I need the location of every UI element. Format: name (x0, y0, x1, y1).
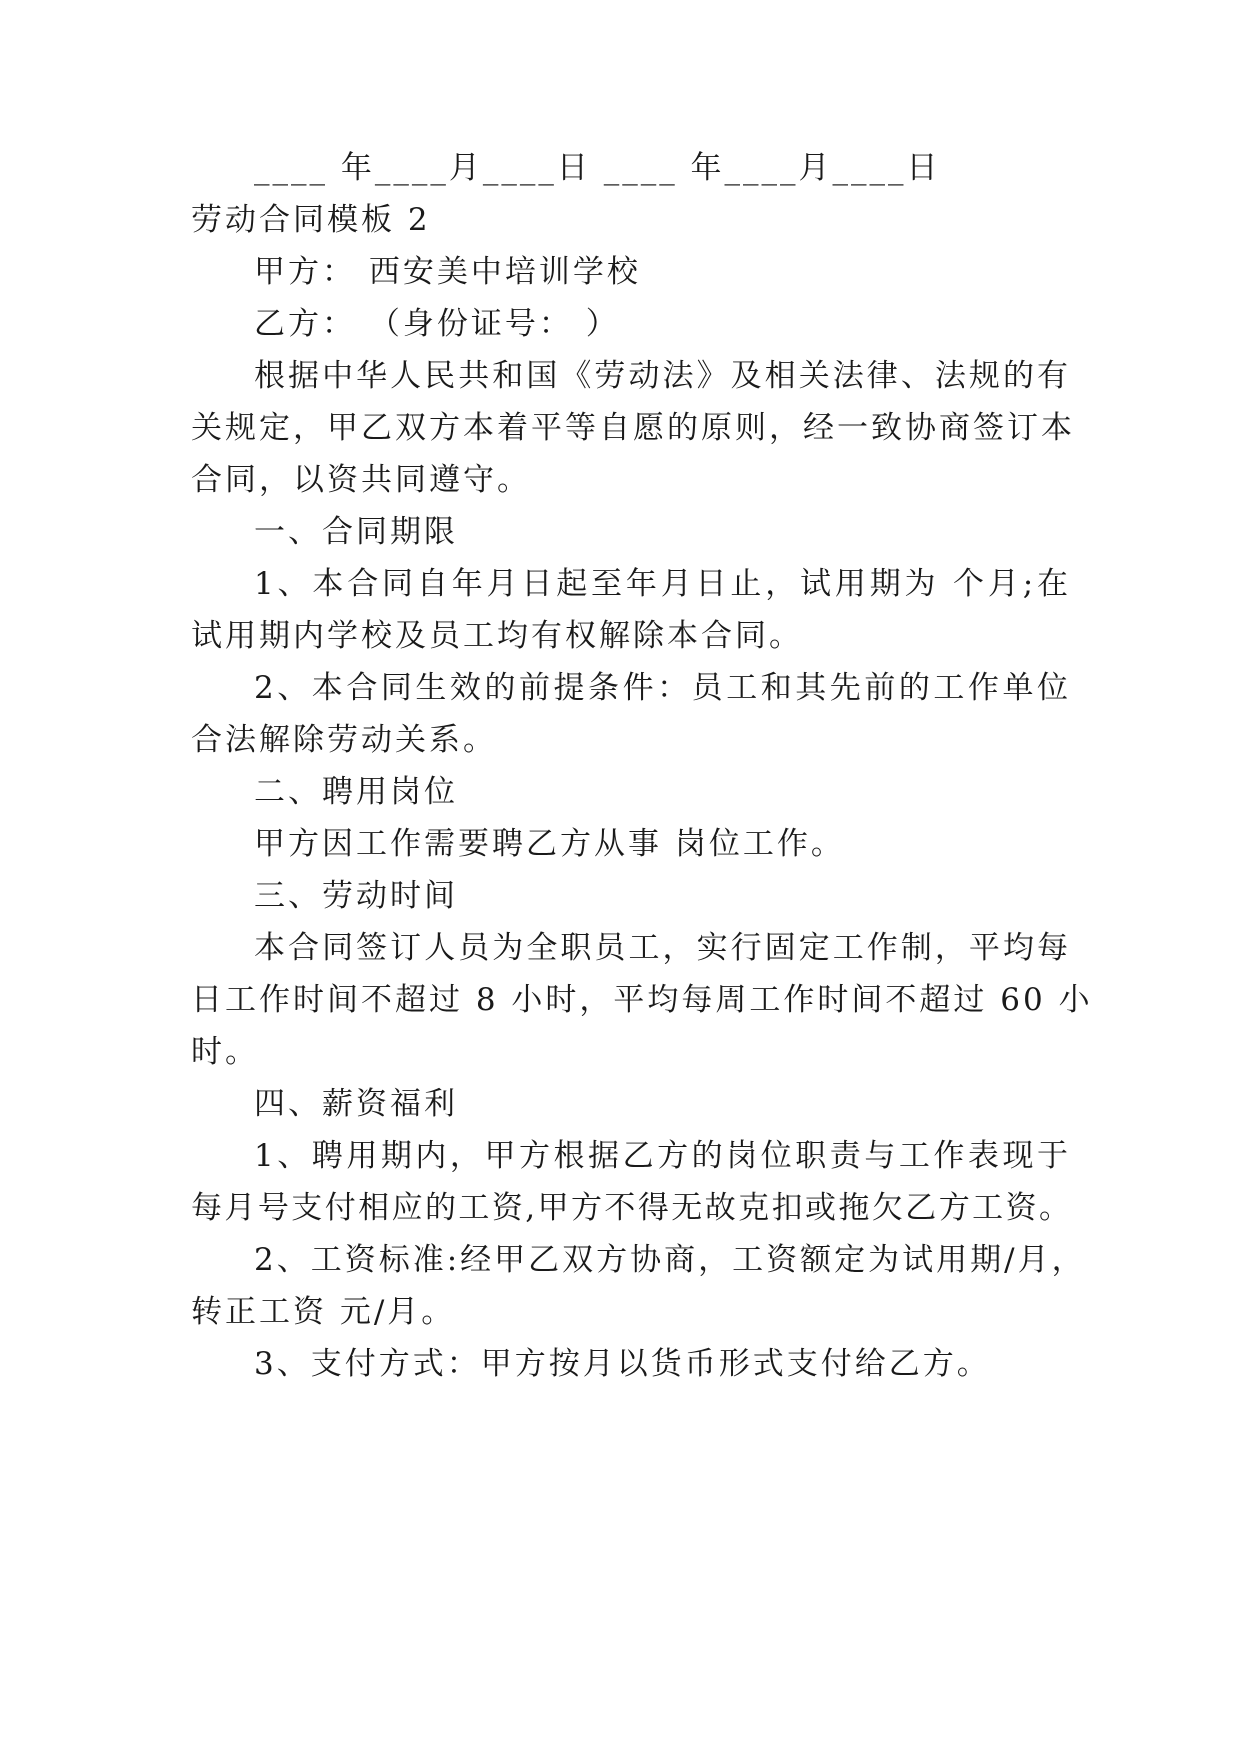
paragraph-line: 每月号支付相应的工资,甲方不得无故克扣或拖欠乙方工资。 (191, 1190, 1071, 1226)
paragraph-line: 2、工资标准:经甲乙双方协商，工资额定为试用期/月， (254, 1242, 1086, 1278)
party-a: 甲方： 西安美中培训学校 (254, 254, 641, 290)
paragraph-line: 转正工资 元/月。 (191, 1294, 456, 1330)
section-heading: 一、合同期限 (254, 514, 458, 550)
section-heading: 三、劳动时间 (254, 878, 458, 914)
signature-date-line: ____ 年____月____日 ____ 年____月____日 (254, 150, 941, 186)
section-heading: 二、聘用岗位 (254, 774, 458, 810)
paragraph-line: 甲方因工作需要聘乙方从事 岗位工作。 (254, 826, 845, 862)
paragraph-line: 1、聘用期内，甲方根据乙方的岗位职责与工作表现于 (254, 1138, 1071, 1174)
paragraph-line: 时。 (191, 1034, 259, 1070)
party-b: 乙方： （身份证号： ） (254, 306, 620, 342)
paragraph-line: 1、本合同自年月日起至年月日止，试用期为 个月;在 (254, 566, 1071, 602)
paragraph-line: 日工作时间不超过 8 小时，平均每周工作时间不超过 60 小 (191, 982, 1093, 1018)
paragraph-line: 3、支付方式：甲方按月以货币形式支付给乙方。 (254, 1346, 991, 1382)
paragraph-line: 试用期内学校及员工均有权解除本合同。 (191, 618, 803, 654)
preamble-line: 关规定，甲乙双方本着平等自愿的原则，经一致协商签订本 (191, 410, 1075, 446)
preamble-line: 根据中华人民共和国《劳动法》及相关法律、法规的有 (254, 358, 1071, 394)
document-title: 劳动合同模板 2 (191, 202, 431, 238)
section-heading: 四、薪资福利 (254, 1086, 458, 1122)
paragraph-line: 合法解除劳动关系。 (191, 722, 497, 758)
paragraph-line: 本合同签订人员为全职员工，实行固定工作制，平均每 (254, 930, 1071, 966)
paragraph-line: 2、本合同生效的前提条件：员工和其先前的工作单位 (254, 670, 1071, 706)
preamble-line: 合同，以资共同遵守。 (191, 462, 531, 498)
